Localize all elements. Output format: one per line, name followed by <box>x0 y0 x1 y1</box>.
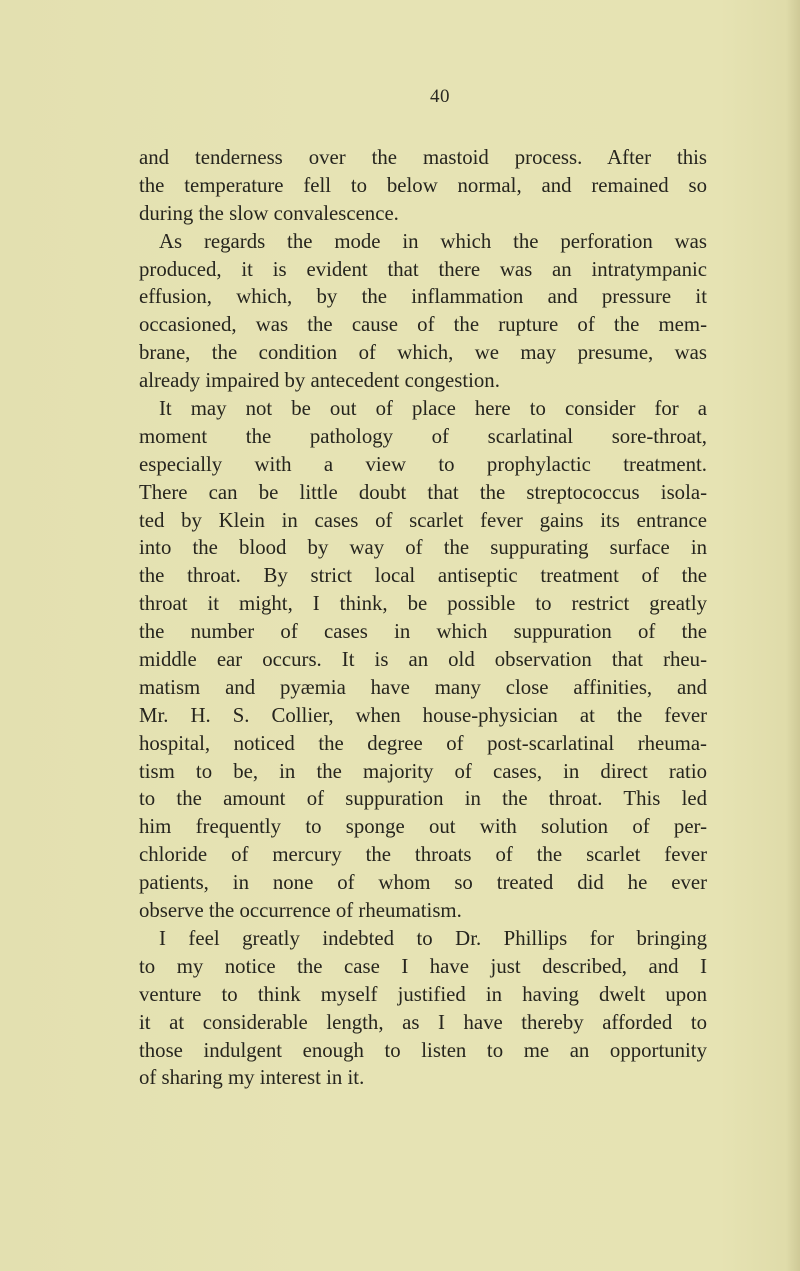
page-number: 40 <box>430 86 450 107</box>
text-line: the number of cases in which suppuration of the <box>139 620 707 644</box>
text-line: during the slow convalescence. <box>139 201 399 225</box>
text-line: into the blood by way of the suppurating surface in <box>139 536 707 560</box>
page-edge-shadow <box>786 0 800 1271</box>
text-line: to my notice the case I have just described, and I <box>139 954 707 978</box>
text-line: moment the pathology of scarlatinal sore-throat, <box>139 424 707 448</box>
text-line: patients, in none of whom so treated did he ever <box>139 871 707 895</box>
text-line: venture to think myself justified in having dwelt upon <box>139 982 707 1006</box>
text-line: As regards the mode in which the perforation was <box>159 229 707 253</box>
text-line: those indulgent enough to listen to me an opportunity <box>139 1038 707 1062</box>
paragraph <box>139 395 707 925</box>
text-line: produced, it is evident that there was an intratympanic <box>139 257 707 281</box>
text-line: and tenderness over the mastoid process. After this <box>139 146 707 169</box>
body-text <box>139 144 707 1092</box>
text-line: of sharing my interest in it. <box>139 1066 365 1090</box>
paragraph <box>139 228 707 395</box>
text-line: hospital, noticed the degree of post-scarlatinal rheuma- <box>139 731 707 755</box>
text-line: it at considerable length, as I have thereby afforded to <box>139 1010 707 1034</box>
text-line: effusion, which, by the inflammation and pressure it <box>139 285 707 309</box>
text-line: observe the occurrence of rheumatism. <box>139 899 462 923</box>
text-line: already impaired by antecedent congestion. <box>139 369 500 393</box>
text-line: to the amount of suppuration in the throat. This led <box>139 787 707 811</box>
text-line: throat it might, I think, be possible to restrict greatly <box>139 592 707 616</box>
text-line: Mr. H. S. Collier, when house-physician at the fever <box>139 703 707 727</box>
paragraph <box>139 925 707 1092</box>
text-line: him frequently to sponge out with solution of per- <box>139 815 707 839</box>
text-line: occasioned, was the cause of the rupture of the mem- <box>139 313 707 337</box>
text-line: ted by Klein in cases of scarlet fever gains its entrance <box>139 508 707 532</box>
paragraph <box>139 144 707 228</box>
text-line: It may not be out of place here to consider for a <box>159 397 707 421</box>
text-line: middle ear occurs. It is an old observation that rheu- <box>139 648 707 672</box>
text-line: especially with a view to prophylactic treatment. <box>139 452 707 476</box>
text-line: the temperature fell to below normal, and remained so <box>139 173 707 197</box>
text-line: tism to be, in the majority of cases, in direct ratio <box>139 759 707 783</box>
text-line: matism and pyæmia have many close affinities, and <box>139 675 707 699</box>
text-line: chloride of mercury the throats of the scarlet fever <box>139 843 707 867</box>
text-line: I feel greatly indebted to Dr. Phillips for bringing <box>159 926 707 950</box>
text-line: brane, the condition of which, we may presume, was <box>139 341 707 365</box>
text-line: There can be little doubt that the streptococcus isola- <box>139 480 707 504</box>
text-line: the throat. By strict local antiseptic treatment of the <box>139 564 707 588</box>
